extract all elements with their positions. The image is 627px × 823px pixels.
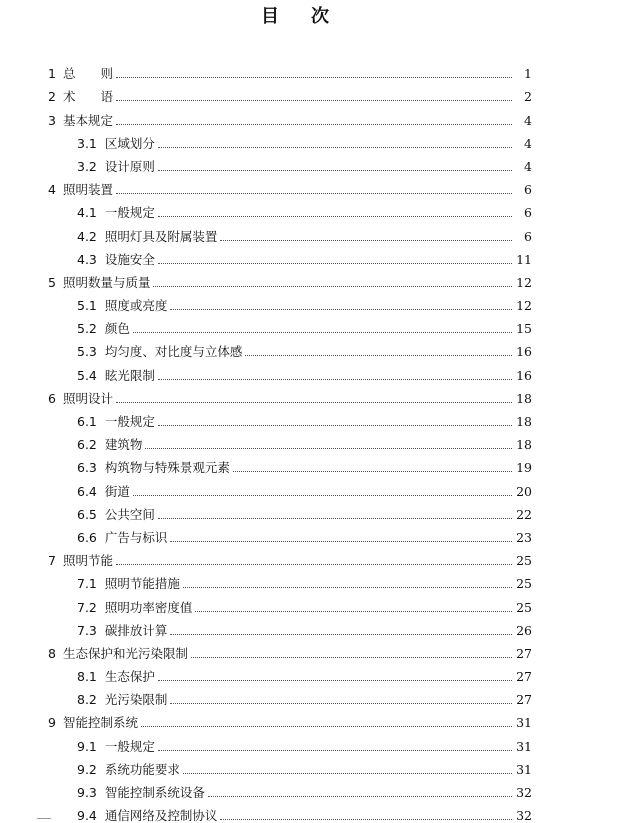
- toc-entry-label: 设计原则: [104, 158, 155, 174]
- toc-page-number: 31: [516, 761, 532, 777]
- dot-leader: [145, 447, 512, 449]
- toc-entry-number: 8.1: [77, 669, 97, 685]
- toc-page-number: 18: [516, 390, 532, 406]
- toc-entry-title: [0, 230, 218, 244]
- toc-entry-number: 6.1: [77, 414, 97, 429]
- toc-entry-label: 碳排放计算: [104, 622, 168, 638]
- toc-section-entry[interactable]: [0, 151, 627, 174]
- toc-entry-number: 6: [48, 390, 56, 406]
- toc-entry-number: 7.2: [77, 599, 97, 615]
- toc-entry-label: 生态保护和光污染限制: [62, 645, 188, 661]
- toc-page-number: 1: [524, 66, 532, 82]
- toc-entry-number: 3.2: [77, 158, 97, 174]
- toc-chapter-entry[interactable]: [0, 707, 627, 730]
- toc-entry-label: 照明数量与质量: [62, 274, 151, 290]
- toc-entry-title: [0, 740, 156, 754]
- toc-page-number: 25: [516, 553, 532, 569]
- toc-entry-label: 区域划分: [104, 135, 155, 151]
- toc-entry-label: 系统功能要求: [104, 761, 180, 777]
- toc-entry-number: 7: [48, 553, 56, 569]
- toc-entry-label: 智能控制系统设备: [104, 785, 205, 800]
- dot-leader: [233, 470, 512, 472]
- dot-leader: [116, 192, 512, 194]
- dot-leader: [158, 262, 512, 264]
- toc-entry-label: 街道: [104, 483, 130, 499]
- toc-section-entry[interactable]: [0, 591, 627, 614]
- toc-entry-label: 照度或亮度: [104, 298, 168, 314]
- toc-entry-number: 7.1: [77, 576, 97, 592]
- toc-section-entry[interactable]: [0, 475, 627, 498]
- toc-entry-number: 5: [48, 274, 56, 290]
- toc-page-number: 2: [524, 89, 532, 105]
- toc-entry-title: [0, 763, 181, 777]
- toc-section-entry[interactable]: [0, 661, 627, 684]
- toc-entry-number: 9.1: [77, 738, 97, 754]
- dot-leader: [191, 656, 512, 658]
- dot-leader: [170, 633, 512, 635]
- toc-entry-number: 1: [48, 66, 56, 82]
- toc-page-number: 6: [524, 228, 532, 244]
- toc-entry-label: 照明灯具及附属装置: [104, 228, 218, 244]
- toc-section-entry[interactable]: [0, 522, 627, 545]
- toc-entry-label: 构筑物与特殊景观元素: [104, 460, 230, 476]
- toc-entry-label: 一般规定: [104, 205, 155, 221]
- toc-entry-number: 5.4: [77, 367, 97, 383]
- dot-leader: [158, 517, 512, 519]
- toc-section-entry[interactable]: [0, 313, 627, 336]
- dot-leader: [133, 494, 512, 496]
- dot-leader: [220, 818, 512, 820]
- toc-entry-number: 8: [48, 645, 56, 661]
- toc-page-number: 11: [516, 251, 532, 267]
- toc-entry-number: 8.2: [77, 692, 97, 708]
- toc-entry-label: 眩光限制: [104, 367, 155, 383]
- page-edge-mark: [37, 818, 51, 819]
- toc-entry-title: [0, 137, 156, 151]
- toc-entry-number: 6.3: [77, 460, 97, 476]
- toc-entry-number: 3: [48, 112, 56, 128]
- toc-entry-title: [0, 809, 218, 823]
- toc-entry-label: 术 语: [62, 89, 113, 105]
- toc-entry-number: 7.3: [77, 622, 97, 638]
- toc-page-number: 32: [516, 785, 532, 800]
- toc-page-number: 23: [516, 529, 532, 545]
- dot-leader: [158, 169, 512, 171]
- toc-page-number: 27: [516, 669, 532, 685]
- toc-page-number: 32: [516, 808, 532, 823]
- toc-entry-title: [0, 392, 114, 406]
- toc-entry-title: [0, 531, 168, 545]
- toc-chapter-entry[interactable]: [0, 638, 627, 661]
- toc-page-number: 19: [516, 460, 532, 476]
- dot-leader: [170, 540, 512, 542]
- dot-leader: [158, 424, 512, 426]
- toc-entry-title: [0, 67, 114, 81]
- toc-entry-title: [0, 670, 156, 684]
- toc-chapter-entry[interactable]: [0, 81, 627, 104]
- dot-leader: [245, 354, 512, 356]
- toc-heading-char-1: 目: [261, 6, 279, 27]
- toc-entry-title: [0, 554, 114, 568]
- toc-section-entry[interactable]: [0, 499, 627, 522]
- toc-section-entry[interactable]: [0, 452, 627, 475]
- toc-page-number: 15: [516, 321, 532, 337]
- toc-entry-label: 颜色: [104, 321, 130, 337]
- toc-entry-number: 4.1: [77, 205, 97, 221]
- toc-entry-number: 6.6: [77, 529, 97, 545]
- toc-section-entry[interactable]: [0, 800, 627, 823]
- dot-leader: [183, 772, 512, 774]
- toc-entry-title: [0, 601, 193, 615]
- toc-entry-title: [0, 345, 243, 359]
- toc-entry-title: [0, 206, 156, 220]
- toc-entry-title: [0, 276, 151, 290]
- toc-entry-number: 5.3: [77, 344, 97, 360]
- dot-leader: [116, 123, 512, 125]
- toc-entry-label: 照明功率密度值: [104, 599, 193, 615]
- toc-entry-number: 9: [48, 715, 56, 731]
- toc-entry-title: [0, 716, 139, 730]
- toc-page-number: 18: [516, 414, 532, 429]
- toc-entry-title: [0, 786, 206, 800]
- dot-leader: [116, 76, 512, 78]
- toc-page-number: 22: [516, 506, 532, 522]
- toc-entry-number: 9.3: [77, 785, 97, 800]
- toc-entry-title: [0, 693, 168, 707]
- toc-entry-title: [0, 160, 156, 174]
- toc-entry-title: [0, 624, 168, 638]
- toc-entry-label: 均匀度、对比度与立体感: [104, 344, 243, 360]
- toc-entry-label: 公共空间: [104, 506, 155, 522]
- toc-entry-number: 9.2: [77, 761, 97, 777]
- toc-section-entry[interactable]: [0, 429, 627, 452]
- toc-page-number: 6: [524, 205, 532, 221]
- toc-page-number: 18: [516, 437, 532, 453]
- toc-chapter-entry[interactable]: [0, 545, 627, 568]
- toc-section-entry[interactable]: [0, 220, 627, 243]
- dot-leader: [158, 378, 512, 380]
- toc-page-number: 6: [524, 182, 532, 198]
- toc-section-entry[interactable]: [0, 128, 627, 151]
- toc-entry-label: 建筑物: [104, 437, 143, 453]
- dot-leader: [220, 239, 512, 241]
- toc-section-entry[interactable]: [0, 406, 627, 429]
- toc-entry-title: [0, 577, 181, 591]
- toc-entry-label: 智能控制系统: [62, 715, 138, 731]
- dot-leader: [158, 215, 512, 217]
- toc-section-entry[interactable]: [0, 754, 627, 777]
- dot-leader: [158, 679, 512, 681]
- toc-entry-number: 5.2: [77, 321, 97, 337]
- dot-leader: [116, 99, 512, 101]
- toc-chapter-entry[interactable]: [0, 267, 627, 290]
- toc-page-number: 16: [516, 367, 532, 383]
- toc-section-entry[interactable]: [0, 244, 627, 267]
- toc-entry-title: [0, 299, 168, 313]
- toc-entry-number: 9.4: [77, 808, 97, 823]
- toc-section-entry[interactable]: [0, 568, 627, 591]
- toc-entry-label: 广告与标识: [104, 529, 168, 545]
- toc-entry-number: 4: [48, 182, 56, 198]
- toc-page-number: 4: [524, 135, 532, 151]
- dot-leader: [116, 401, 512, 403]
- toc-entry-title: [0, 647, 189, 661]
- toc-entry-number: 4.3: [77, 251, 97, 267]
- dot-leader: [170, 702, 512, 704]
- toc-page-number: 4: [524, 158, 532, 174]
- toc-entry-label: 生态保护: [104, 669, 155, 685]
- toc-entry-label: 设施安全: [104, 251, 155, 267]
- toc-entry-title: [0, 183, 114, 197]
- toc-chapter-entry[interactable]: [0, 58, 627, 81]
- toc-entry-label: 照明装置: [62, 182, 113, 198]
- toc-page-number: 12: [516, 274, 532, 290]
- table-of-contents: [0, 58, 627, 823]
- toc-entry-number: 4.2: [77, 228, 97, 244]
- toc-entry-title: [0, 369, 156, 383]
- toc-entry-label: 照明节能: [62, 553, 113, 569]
- toc-entry-number: 6.4: [77, 483, 97, 499]
- toc-section-entry[interactable]: [0, 359, 627, 382]
- toc-entry-label: 照明设计: [62, 390, 113, 406]
- toc-section-entry[interactable]: [0, 290, 627, 313]
- toc-section-entry[interactable]: [0, 197, 627, 220]
- dot-leader: [183, 586, 512, 588]
- toc-entry-label: 通信网络及控制协议: [104, 808, 218, 823]
- toc-section-entry[interactable]: [0, 777, 627, 800]
- toc-entry-title: [0, 114, 114, 128]
- toc-entry-title: [0, 485, 131, 499]
- toc-page-number: 4: [524, 112, 532, 128]
- dot-leader: [116, 563, 512, 565]
- dot-leader: [158, 749, 512, 751]
- dot-leader: [170, 308, 512, 310]
- toc-entry-number: 5.1: [77, 298, 97, 314]
- toc-page-number: 25: [516, 576, 532, 592]
- toc-page-number: 16: [516, 344, 532, 360]
- dot-leader: [153, 285, 512, 287]
- toc-page-number: 27: [516, 692, 532, 708]
- toc-section-entry[interactable]: [0, 336, 627, 359]
- toc-entry-number: 2: [48, 89, 56, 105]
- toc-entry-number: 3.1: [77, 135, 97, 151]
- toc-chapter-entry[interactable]: [0, 174, 627, 197]
- toc-entry-label: 光污染限制: [104, 692, 168, 708]
- toc-entry-title: [0, 415, 156, 429]
- toc-entry-label: 一般规定: [104, 738, 155, 754]
- toc-page-number: 20: [516, 483, 532, 499]
- toc-heading-char-2: 次: [311, 6, 329, 27]
- toc-chapter-entry[interactable]: [0, 383, 627, 406]
- toc-entry-title: [0, 508, 156, 522]
- toc-section-entry[interactable]: [0, 730, 627, 753]
- toc-entry-title: [0, 438, 143, 452]
- dot-leader: [195, 610, 512, 612]
- toc-entry-title: [0, 253, 156, 267]
- toc-page-number: 26: [516, 622, 532, 638]
- toc-entry-label: 总 则: [62, 66, 113, 82]
- toc-entry-title: [0, 322, 131, 336]
- toc-page-number: 12: [516, 298, 532, 314]
- toc-heading: [0, 2, 590, 28]
- toc-entry-number: 6.5: [77, 506, 97, 522]
- toc-page-number: 27: [516, 645, 532, 661]
- toc-section-entry[interactable]: [0, 684, 627, 707]
- dot-leader: [208, 795, 512, 797]
- toc-entry-number: 6.2: [77, 437, 97, 453]
- dot-leader: [133, 331, 512, 333]
- dot-leader: [158, 146, 512, 148]
- toc-entry-title: [0, 461, 231, 475]
- toc-entry-label: 基本规定: [62, 112, 113, 128]
- toc-page-number: 25: [516, 599, 532, 615]
- dot-leader: [141, 725, 512, 727]
- toc-page-number: 31: [516, 738, 532, 754]
- toc-entry-title: [0, 90, 114, 104]
- toc-page-number: 31: [516, 715, 532, 731]
- toc-section-entry[interactable]: [0, 615, 627, 638]
- toc-entry-label: 照明节能措施: [104, 576, 180, 592]
- toc-chapter-entry[interactable]: [0, 104, 627, 127]
- toc-entry-label: 一般规定: [104, 414, 155, 429]
